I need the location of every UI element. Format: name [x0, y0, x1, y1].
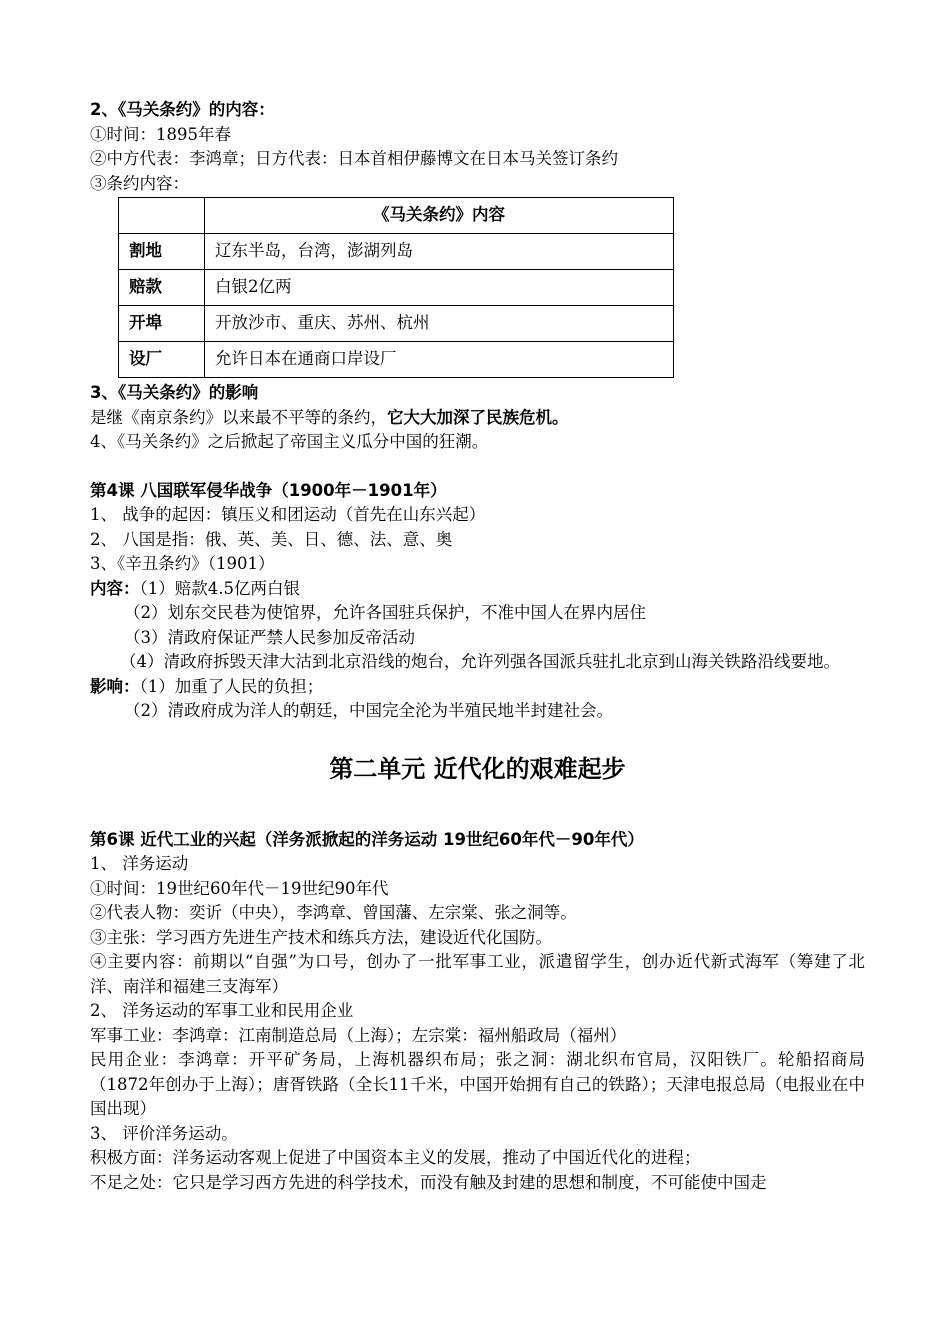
impact-item: （1）加重了人民的负担；: [139, 676, 324, 696]
lesson4-impact-2: （2）清政府成为洋人的朝廷，中国完全沦为半殖民地半封建社会。: [124, 701, 613, 720]
impact-label: 影响：: [90, 676, 140, 696]
lesson6-item-1: 1、 洋务运动: [90, 854, 189, 873]
lesson6-time: ①时间：19世纪60年代－19世纪90年代: [90, 878, 389, 898]
lesson4-impact-1: [90, 675, 865, 700]
content-item-4: （4）清政府拆毁天津大沽到北京沿线的炮台，允许列强各国派兵驻扎北京到山海关铁路沿线要地。: [120, 652, 840, 671]
table-row-value: 白银2亿两: [205, 270, 674, 306]
spacer: [90, 455, 865, 479]
treaty-representatives: ②中方代表：李鸿章；日方代表：日本首相伊藤博文在日本马关签订条约: [90, 149, 618, 168]
lesson4-item-2: 2、 八国是指：俄、英、美、日、德、法、意、奥: [90, 529, 453, 549]
impact-text-normal: 是继《南京条约》以来最不平等的条约，: [90, 407, 387, 427]
lesson6-negative: 不足之处：它只是学习西方先进的科学技术，而没有触及封建的思想和制度，不可能使中国走: [90, 1172, 767, 1192]
table-row-value: 允许日本在通商口岸设厂: [205, 342, 674, 378]
lesson6-main-content: ④主要内容：前期以“自强”为口号，创办了一批军事工业，派遣留学生，创办近代新式海军（筹建了北洋、南洋和福建三支海军）: [90, 952, 865, 996]
unit-title: 第二单元 近代化的艰难起步: [329, 754, 626, 783]
impact-text-bold: 它大大加深了民族危机。: [387, 407, 569, 427]
document-page: [90, 98, 865, 1195]
table-corner-cell: [119, 198, 205, 234]
lesson4-item-1: 1、 战争的起因：镇压义和团运动（首先在山东兴起）: [90, 505, 486, 524]
table-row-key: 设厂: [119, 342, 205, 378]
table-header: 《马关条约》内容: [205, 198, 674, 234]
lesson6-military: 军事工业：李鸿章：江南制造总局（上海）；左宗棠：福州船政局（福州）: [90, 1025, 627, 1045]
lesson6-item-2: 2、 洋务运动的军事工业和民用企业: [90, 1001, 354, 1020]
lesson4-content-3: （3）清政府保证严禁人民参加反帝活动: [124, 627, 415, 647]
table-row: [119, 270, 674, 306]
lesson6-people: ②代表人物：奕䜣（中央），李鸿章、曾国藩、左宗棠、张之洞等。: [90, 903, 577, 922]
table-row-value: 辽东半岛，台湾，澎湖列岛: [205, 234, 674, 270]
section-heading-treaty-impact: 3、《马关条约》的影响: [90, 383, 259, 402]
section-heading-treaty-content: 2、《马关条约》的内容：: [90, 100, 275, 119]
treaty-content-label: ③条约内容：: [90, 173, 189, 193]
table-row: [119, 306, 674, 342]
lesson6-civil: 民用企业：李鸿章：开平矿务局，上海机器织布局；张之洞：湖北织布官局，汉阳铁厂。轮船招商局（1872年创办于上海）；唐胥铁路（全长11千米，中国开始拥有自己的铁路）；天津电报总局（电报业在中国出现）: [90, 1050, 865, 1118]
table-row-key: 开埠: [119, 306, 205, 342]
lesson4-content-1: [90, 577, 865, 602]
lesson4-content-4: [90, 650, 865, 675]
table-row-value: 开放沙市、重庆、苏州、杭州: [205, 306, 674, 342]
lesson6-title: 第6课 近代工业的兴起（洋务派掀起的洋务运动 19世纪60年代－90年代）: [90, 829, 644, 849]
treaty-impact-text: [90, 406, 865, 431]
table-row: [119, 342, 674, 378]
table-row-key: 赔款: [119, 270, 205, 306]
treaty-time: ①时间：1895年春: [90, 124, 231, 144]
treaty-aftermath: 4、《马关条约》之后掀起了帝国主义瓜分中国的狂潮。: [90, 432, 489, 451]
content-item: （1）赔款4.5亿两白银: [139, 578, 300, 598]
table-header-row: [119, 198, 674, 234]
content-label: 内容：: [90, 578, 140, 598]
table-row: [119, 234, 674, 270]
lesson4-content-2: （2）划东交民巷为使馆界，允许各国驻兵保护，不准中国人在界内居住: [124, 603, 646, 622]
lesson6-idea: ③主张：学习西方先进生产技术和练兵方法，建设近代化国防。: [90, 927, 552, 947]
treaty-table: [118, 197, 674, 378]
table-row-key: 割地: [119, 234, 205, 270]
lesson6-positive: 积极方面：洋务运动客观上促进了中国资本主义的发展，推动了中国近代化的进程；: [90, 1148, 701, 1167]
lesson4-title: 第4课 八国联军侵华战争（1900年－1901年）: [90, 480, 447, 500]
lesson4-item-3: 3、《辛丑条约》（1901）: [90, 554, 275, 573]
lesson6-item-3: 3、 评价洋务运动。: [90, 1123, 238, 1143]
